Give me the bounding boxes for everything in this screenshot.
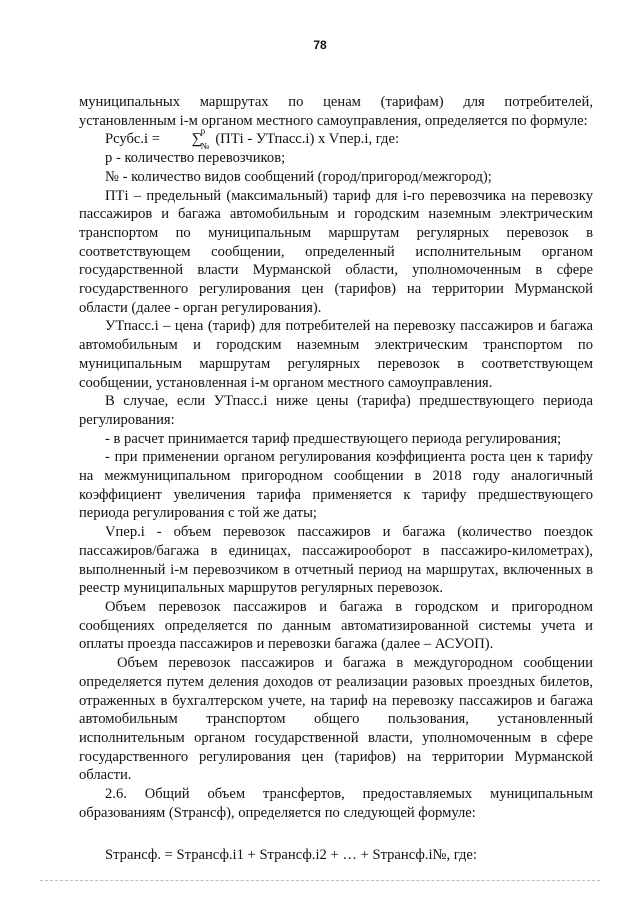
- definition-no: № - количество видов сообщений (город/пригород/межгород);: [105, 168, 492, 185]
- page-number: 78: [313, 38, 327, 52]
- sum-upper-limit: p: [200, 126, 206, 137]
- definition-pti: ПТi – предельный (максимальный) тариф для i-го перевозчика на перевозку пассажиров и багажа автомобильным и городским наземным электрическим транспортом по муниципальным маршрутам регулярных перевозок в соответствующем сообщении, определенный исполнительным органом государственной власти Мурманской области, уполномоченным в сфере государственного регулирования цен (тарифов) на территории Мурманской области (далее - орган регулирования).: [79, 187, 593, 316]
- list-item-previous-tariff: - в расчет принимается тариф предшествующего периода регулирования;: [105, 430, 562, 447]
- sum-symbol: ∑ p №: [166, 130, 203, 149]
- definition-vper: Vпер.i - объем перевозок пассажиров и багажа (количество поездок пассажиров/багажа в единицах, пассажирооборот в пассажиро-километрах), выполненный i-м перевозчиком в отчетный период на маршрутах, включенных в реестр муниципальных маршрутов регулярных перевозок.: [79, 524, 593, 597]
- paragraph-intro: муниципальных маршрутах по ценам (тарифам) для потребителей, установленным i-м органом местного самоуправления, определяется по формуле:: [79, 94, 593, 129]
- formula-transfers: Sтрансф. = Sтрансф.i1 + Sтрансф.i2 + … + Sтрансф.i№, где:: [105, 847, 477, 864]
- definition-utpass: УТпасс.i – цена (тариф) для потребителей на перевозку пассажиров и багажа автомобильным и городским наземным электрическим транспортом по муниципальным маршрутам регулярных перевозок в соответствующем сообщении, установленная i-м органом местного самоуправления.: [79, 318, 593, 391]
- spacer: [79, 822, 593, 846]
- sum-lower-limit: №: [200, 141, 210, 152]
- formula-left: Рсубс.i =: [105, 131, 160, 148]
- definition-p: р - количество перевозчиков;: [105, 150, 286, 167]
- paragraph-city-volume: Объем перевозок пассажиров и багажа в городском и пригородном сообщениях определяется по данным автоматизированной системы учета и оплаты проезда пассажиров и перевозки багажа (далее – АСУОП).: [79, 598, 593, 653]
- scan-footer-line: [40, 880, 600, 882]
- paragraph-condition: В случае, если УТпасс.i ниже цены (тарифа) предшествующего периода регулирования:: [79, 393, 593, 428]
- formula-subsidy: [79, 126, 593, 152]
- paragraph-intercity-volume: Объем перевозок пассажиров и багажа в междугородном сообщении определяется путем деления доходов от реализации разовых проездных билетов, отраженных в бухгалтерском учете, на тариф на перевозку пассажиров и багажа автомобильным транспортом общего пользования, установленный исполнительным органом государственной власти, уполномоченным в сфере государственного регулирования цен (тарифов) на территории Мурманской области.: [79, 655, 593, 784]
- document-body: [79, 93, 593, 865]
- formula-right: (ПТi - УТпасс.i) x Vпер.i, где:: [215, 131, 400, 148]
- list-item-growth-coefficient: - при применении органом регулирования коэффициента роста цен к тарифу на межмуниципальном пригородном сообщении в 2018 году аналогичный коэффициент увеличения тарифа применяется к тарифу предшествующего периода регулирования с той же даты;: [79, 449, 593, 522]
- section-2-6: 2.6. Общий объем трансфертов, предоставляемых муниципальным образованиям (Sтрансф), определяется по следующей формуле:: [79, 786, 593, 821]
